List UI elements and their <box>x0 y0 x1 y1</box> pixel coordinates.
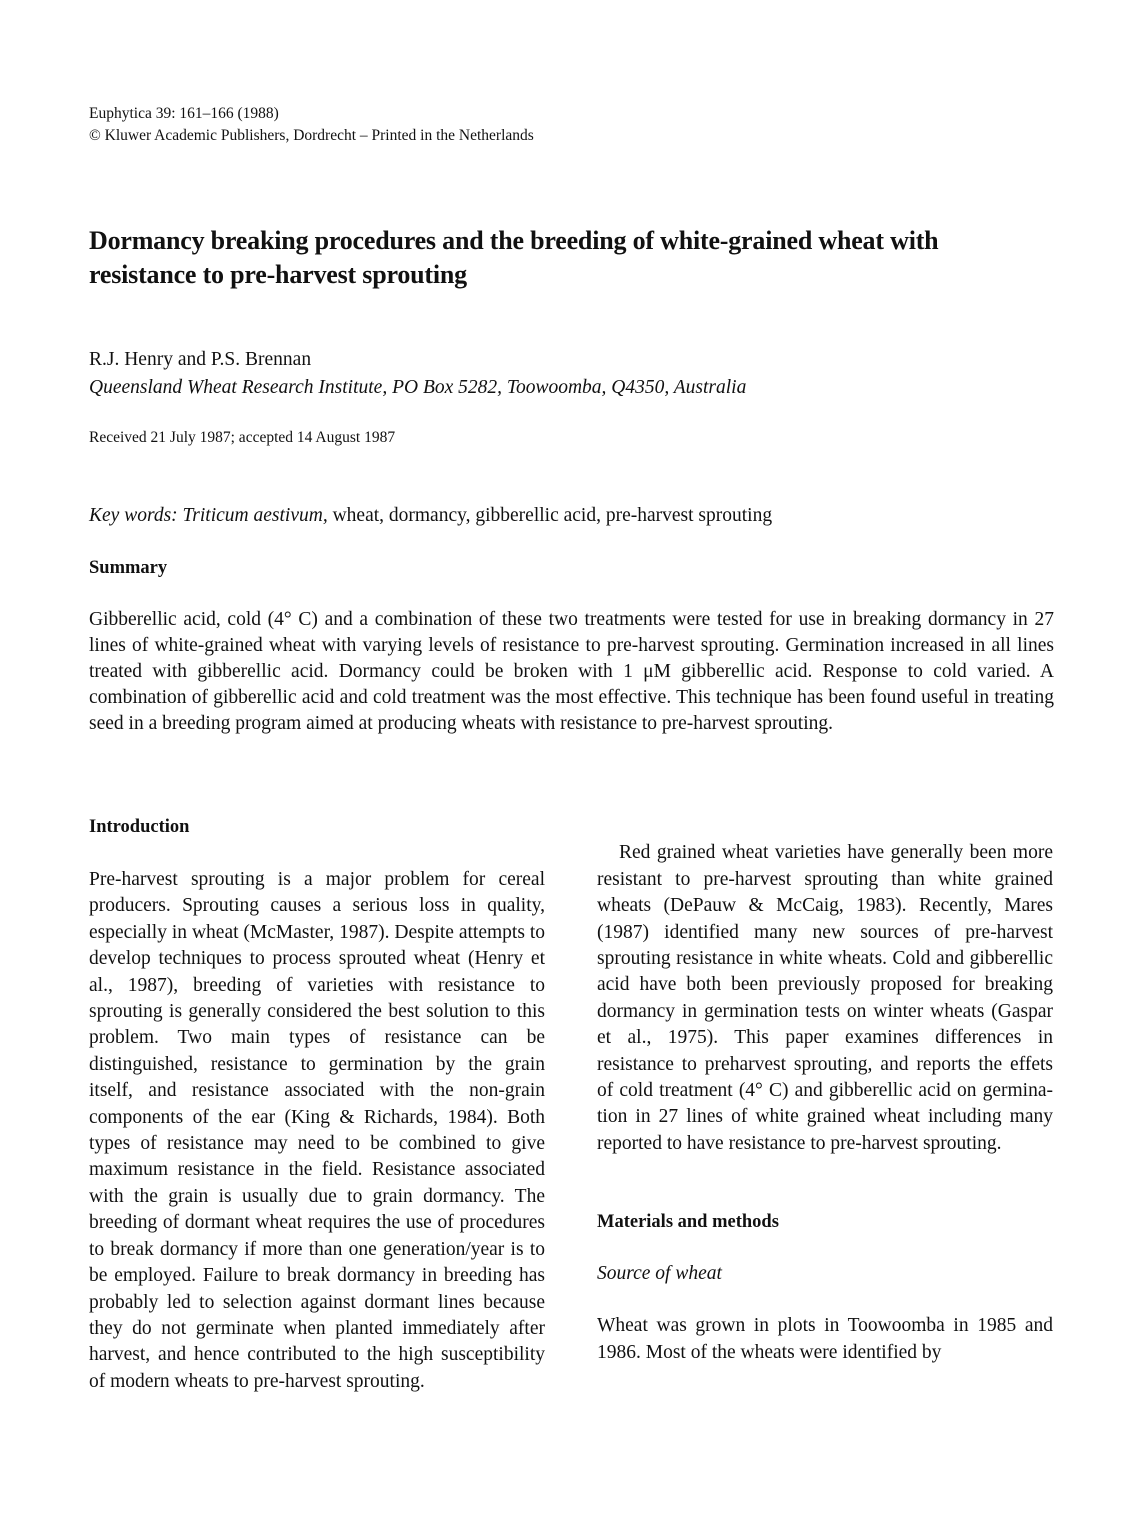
authors: R.J. Henry and P.S. Brennan <box>89 349 312 370</box>
introduction-paragraph-2: Red grained wheat varieties have generally been more resistant to pre-harvest sprouting than white grained wheats (DePauw & McCaig, 1983). Recently, Mares (1987) identified many new sources of pre-harvest sprouting resistance in white wheats. Cold and gibberellic acid have both been previously proposed for breaking dormancy in germination tests on winter wheats (Gaspar et al., 1975). This paper examines differences in resistance to preharvest sprouting, and reports the effets of cold treatment (4° C) and gibberellic acid on germination in 27 lines of white grained wheat including many reported to have resistance to pre-harvest sprouting. <box>597 842 1053 1154</box>
summary-heading: Summary <box>89 558 168 578</box>
paper-title: Dormancy breaking procedures and the breeding of white-grained wheat with resistance to pre-harvest sprouting <box>89 226 939 289</box>
publisher-line: © Kluwer Academic Publishers, Dordrecht – Printed in the Netherlands <box>89 127 534 144</box>
keywords-species: Triticum aestivum, <box>182 505 328 526</box>
journal-citation: Euphytica 39: 161–166 (1988) <box>89 105 279 122</box>
journal-header <box>89 103 534 147</box>
summary-text: Gibberellic acid, cold (4° C) and a combination of these two treatments were tested for use in breaking dormancy in 27 lines of white-grained wheat with varying levels of resistance to pre-harvest sprouting. Germination increased in all lines treated with gibberellic acid. Dormancy could be broken with 1 μM gibberellic acid. Response to cold varied. A combination of gibberellic acid and cold treatment was the most effective. This technique has been found useful in treating seed in a breeding program aimed at producing wheats with resistance to pre-harvest sprouting. <box>89 609 1054 734</box>
source-of-wheat-subheading: Source of wheat <box>597 1263 722 1285</box>
introduction-paragraph-1: Pre-harvest sprouting is a major problem for cereal producers. Sprouting causes a serious loss in quality, especially in wheat (McMaster, 1987). Despite attempts to develop techniques to process sprouted wheat (Henry et al., 1987), breeding of varieties with resistance to sprouting is generally considered the best solution to this problem. Two main types of resistance can be distinguished, resistance to germination by the grain itself, and resistance associated with the non-grain components of the ear (King & Richards, 1984). Both types of resistance may need to be combined to give maximum resistance in the field. Resistance associated with the grain is usually due to grain dormancy. The breeding of dormant wheat requires the use of procedures to break dormancy if more than one generation/year is to be employed. Failure to break dormancy in breeding has probably led to selection against dormant lines because they do not germinate when planted immediately after harvest, and hence contributed to the high susceptibility of modern wheats to pre-harvest sprouting. <box>89 869 545 1392</box>
keywords-label: Key words: <box>89 505 178 526</box>
methods-text: Wheat was grown in plots in Toowoomba in 1985 and 1986. Most of the wheats were identified by <box>597 1315 1053 1363</box>
affiliation: Queensland Wheat Research Institute, PO Box 5282, Toowoomba, Q4350, Australia <box>89 377 747 398</box>
methods-heading: Materials and methods <box>597 1212 779 1233</box>
keywords-terms: wheat, dormancy, gibberellic acid, pre-harvest sprouting <box>332 505 773 526</box>
right-column <box>597 814 1053 1366</box>
received-dates: Received 21 July 1987; accepted 14 August 1987 <box>89 429 396 446</box>
introduction-heading: Introduction <box>89 817 190 837</box>
left-column <box>89 814 545 1395</box>
keywords <box>89 502 1049 530</box>
